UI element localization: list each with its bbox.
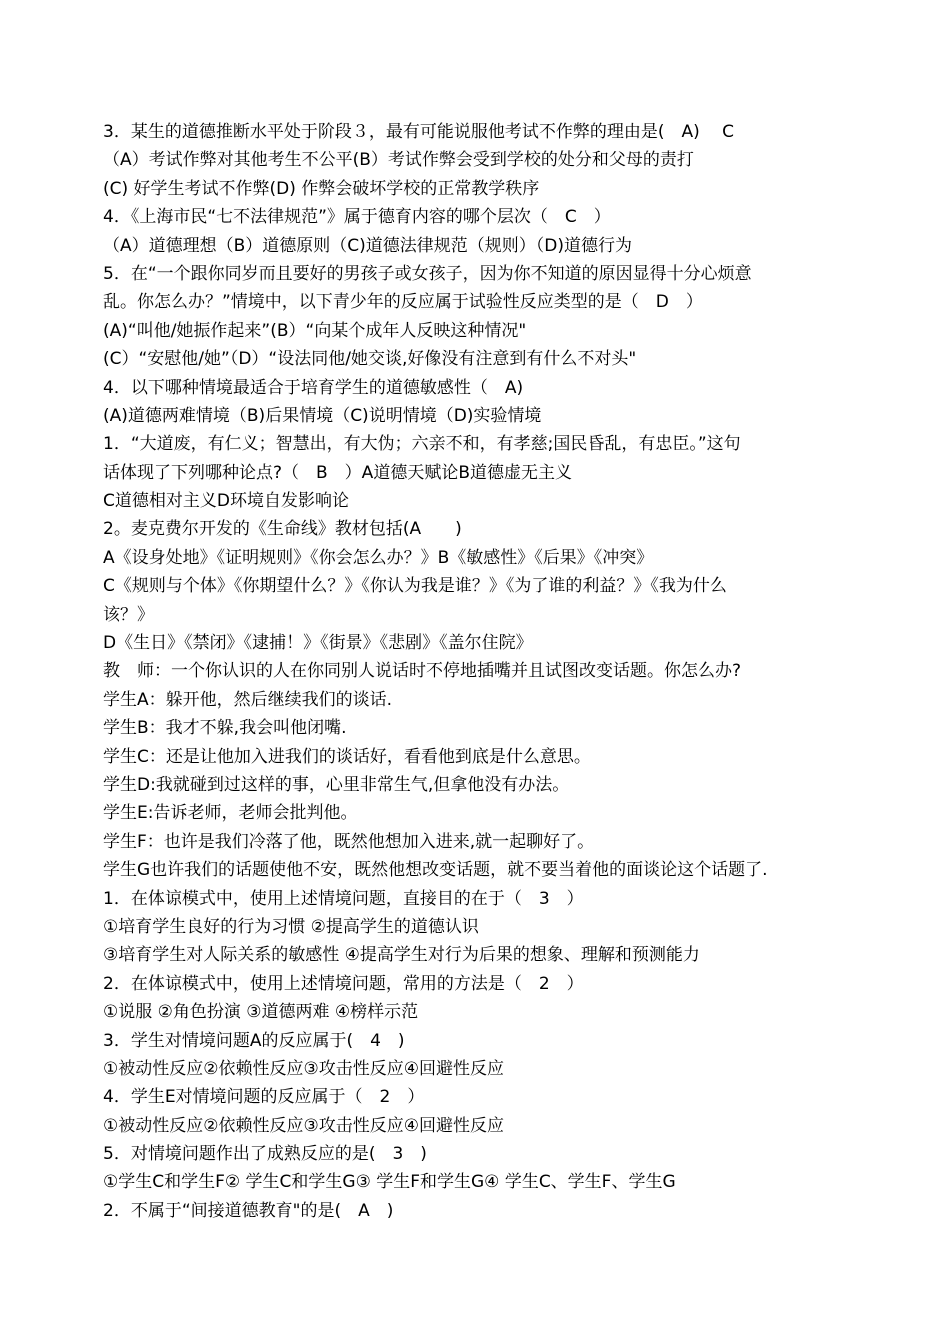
text-line: 2．不属于“间接道德教育"的是( A ) xyxy=(103,1200,394,1221)
text-line: 2。麦克费尔开发的《生命线》教材包括(A ) xyxy=(103,519,462,540)
text-line: D《生日》《禁闭》《逮捕！》《街景》《悲剧》《盖尔住院》 xyxy=(103,633,533,654)
text-line: 学生G也许我们的话题使他不安，既然他想改变话题，就不要当着他的面谈论这个话题了. xyxy=(103,860,768,881)
text-line: 学生A：躲开他，然后继续我们的谈话. xyxy=(103,689,393,710)
text-line: 5．在“一个跟你同岁而且要好的男孩子或女孩子，因为你不知道的原因显得十分心烦意 xyxy=(103,263,752,284)
text-line: ①培育学生良好的行为习惯 ②提高学生的道德认识 xyxy=(103,916,479,937)
text-line: 学生C：还是让他加入进我们的谈话好，看看他到底是什么意思。 xyxy=(103,746,591,767)
text-line: 5．对情境问题作出了成熟反应的是( 3 ) xyxy=(103,1144,427,1165)
text-line: （A）道德理想（B）道德原则（C)道德法律规范（规则）（D)道德行为 xyxy=(103,235,633,256)
text-line: 1．“大道废，有仁义；智慧出，有大伪；六亲不和，有孝慈;国民昏乱，有忠臣。”这句 xyxy=(103,434,741,455)
text-line: 3．学生对情境问题A的反应属于( 4 ) xyxy=(103,1030,405,1051)
text-line: 2．在体谅模式中，使用上述情境问题，常用的方法是（ 2 ） xyxy=(103,973,584,994)
text-line: （A）考试作弊对其他考生不公平(B）考试作弊会受到学校的处分和父母的责打 xyxy=(103,150,694,171)
text-line: 话体现了下列哪种论点?（ B ）A道德天赋论B道德虚无主义 xyxy=(103,462,572,483)
document-body xyxy=(103,118,903,1225)
text-line: ①被动性反应②依赖性反应③攻击性反应④回避性反应 xyxy=(103,1058,504,1079)
text-line: (A)道德两难情境（B)后果情境（C)说明情境（D)实验情境 xyxy=(103,405,542,426)
text-line: 学生F：也许是我们冷落了他，既然他想加入进来,就一起聊好了。 xyxy=(103,831,595,852)
text-line: 1．在体谅模式中，使用上述情境问题，直接目的在于（ 3 ） xyxy=(103,888,584,909)
text-line: 学生D:我就碰到过这样的事，心里非常生气,但拿他没有办法。 xyxy=(103,774,570,795)
text-line: (A)“叫他/她振作起来”(B）“向某个成年人反映这种情况" xyxy=(103,320,527,341)
text-line: 乱。你怎么办？”情境中，以下青少年的反应属于试验性反应类型的是（ D ） xyxy=(103,292,703,313)
text-line: 4．《上海市民“七不法律规范”》属于德育内容的哪个层次（ C ） xyxy=(103,207,611,228)
text-line: 教 师：一个你认识的人在你同别人说话时不停地插嘴并且试图改变话题。你怎么办? xyxy=(103,661,742,682)
text-line: C道德相对主义D环境自发影响论 xyxy=(103,491,349,512)
text-line: (C) 好学生考试不作弊(D) 作弊会破坏学校的正常教学秩序 xyxy=(103,178,540,199)
text-line: 学生E:告诉老师，老师会批判他。 xyxy=(103,803,358,824)
text-line: 该？》 xyxy=(103,604,154,625)
text-line: ③培育学生对人际关系的敏感性 ④提高学生对行为后果的想象、理解和预测能力 xyxy=(103,945,700,966)
text-line: 4．以下哪种情境最适合于培育学生的道德敏感性（ A) xyxy=(103,377,524,398)
text-line: 学生B：我才不躲,我会叫他闭嘴. xyxy=(103,718,347,739)
text-line: ①学生C和学生F② 学生C和学生G③ 学生F和学生G④ 学生C、学生F、学生G xyxy=(103,1172,676,1193)
text-line: (C）“安慰他/她”（D）“设法同他/她交谈,好像没有注意到有什么不对头" xyxy=(103,349,637,370)
text-line: ①说服 ②角色扮演 ③道德两难 ④榜样示范 xyxy=(103,1002,419,1023)
text-line: C《规则与个体》《你期望什么？》《你认为我是谁？》《为了谁的利益？》《我为什么 xyxy=(103,576,727,597)
text-line: 4．学生E对情境问题的反应属于（ 2 ） xyxy=(103,1087,425,1108)
text-line: 3．某生的道德推断水平处于阶段３，最有可能说服他考试不作弊的理由是( A) C xyxy=(103,122,734,142)
text-line: ①被动性反应②依赖性反应③攻击性反应④回避性反应 xyxy=(103,1115,504,1136)
text-line: A《设身处地》《证明规则》《你会怎么办？》B《敏感性》《后果》《冲突》 xyxy=(103,547,654,568)
